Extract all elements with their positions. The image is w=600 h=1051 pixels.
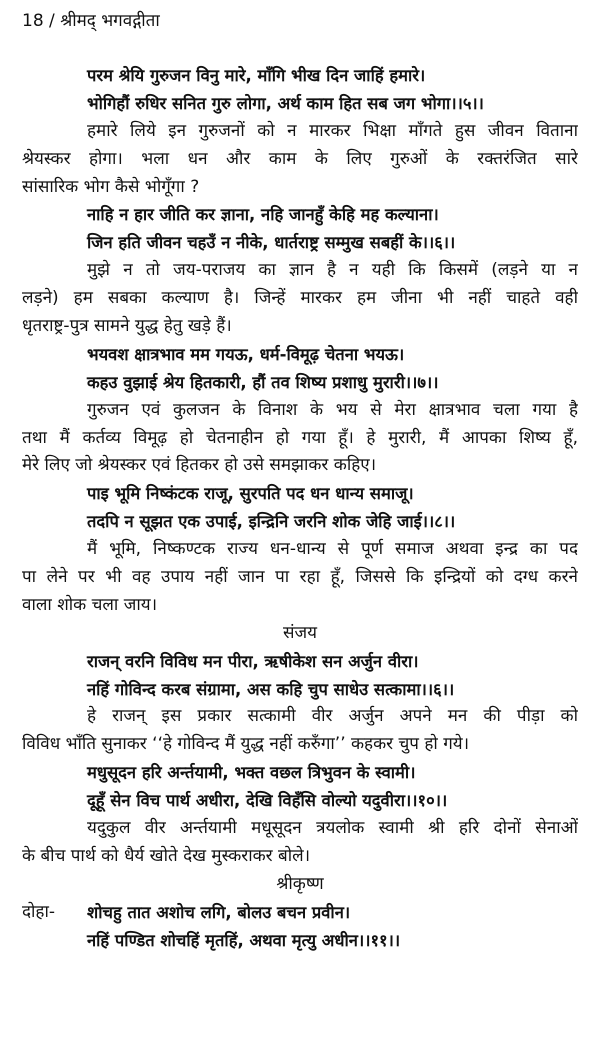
prose-line: सांसारिक भोग कैसे भोगूँगा ? — [22, 176, 200, 197]
heading-block — [22, 620, 578, 648]
verse-block — [22, 201, 578, 257]
prose-line: विविध भाँति सुनाकर ‘‘हे गोविन्द मैं युद्ध नहीं करुँगा’’ कहकर चुप हो गये। — [22, 734, 470, 755]
verse-block — [22, 341, 578, 397]
prose-line: यदुकुल वीर अर्न्तयामी मधूसूदन त्रयलोक स्वामी श्री हरि दोनों सेनाओं — [87, 818, 578, 839]
verse-line: भोगिहौं रुधिर सनित गुरु लोगा, अर्थ काम हित सब जग भोगा।।५।। — [87, 93, 484, 113]
prose-line: तथा मैं कर्तव्य विमूढ़ हो चेतनाहीन हो गया हूँ। हे मुरारी, मैं आपका शिष्य हूँ, — [22, 427, 578, 448]
prose-line: मुझे न तो जय-पराजय का ज्ञान है न यही कि किसमें (लड़ने या न — [87, 260, 578, 281]
prose-block — [22, 536, 578, 620]
page-header — [22, 8, 160, 31]
speaker-heading: श्रीकृष्ण — [276, 873, 324, 894]
prose-line: हे राजन् इस प्रकार सत्कामी वीर अर्जुन अपने मन की पीड़ा को — [87, 706, 578, 727]
verse-line: मधुसूदन हरि अर्न्तयामी, भक्त वछल त्रिभुवन के स्वामी। — [87, 763, 416, 783]
verse-block — [22, 62, 578, 118]
verse-line: राजन् वरनि विविध मन पीरा, ऋषीकेश सन अर्जुन वीरा। — [87, 651, 419, 671]
prose-line: श्रेयस्कर होगा। भला धन और काम के लिए गुरुओं के रक्तरंजित सारे — [22, 148, 578, 169]
prose-line: मैं भूमि, निष्कण्टक राज्य धन-धान्य से पूर्ण समाज अथवा इन्द्र का पद — [87, 539, 578, 560]
prose-line: हमारे लिये इन गुरुजनों को न मारकर भिक्षा माँगते हुस जीवन विताना — [87, 120, 578, 141]
prose-block — [22, 397, 578, 481]
verse-line: दूहूँ सेन विच पार्थ अधीरा, देखि विहँसि वोल्यो यदुवीरा।।१०।। — [87, 791, 448, 811]
verse-line: कहउ वुझाई श्रेय हितकारी, हौं तव शिष्य प्रशाधु मुरारी।।७।। — [87, 372, 439, 392]
prose-line: धृतराष्ट्र-पुत्र सामने युद्ध हेतु खड़े हैं। — [22, 316, 232, 337]
prose-line: के बीच पार्थ को धैर्य खोते देख मुस्कराकर बोले। — [22, 845, 311, 866]
verse-block — [22, 480, 578, 536]
doha-label: दोहा- — [22, 901, 55, 922]
prose-line: लड़ने) हम सबका कल्याण है। जिन्हें मारकर हम जीना भी नहीं चाहते वही — [22, 288, 578, 309]
verse-line: परम श्रेयि गुरुजन विनु मारे, माँगि भीख दिन जाहिं हमारे। — [87, 66, 426, 85]
doha-block — [22, 899, 578, 955]
verse-line: जिन हति जीवन चहउँ न नीके, धार्तराष्ट्र सम्मुख सबहीं के।।६।। — [87, 233, 456, 253]
prose-block — [22, 815, 578, 871]
verse-block — [22, 648, 578, 704]
verse-line: भयवश क्षात्रभाव मम गयऊ, धर्म-विमूढ़ चेतना भयऊ। — [87, 344, 405, 364]
prose-line: मेरे लिए जो श्रेयस्कर एवं हितकर हो उसे समझाकर कहिए। — [22, 455, 377, 476]
prose-block — [22, 118, 578, 202]
page-body — [22, 62, 578, 955]
verse-block — [22, 759, 578, 815]
verse-line: नहिं गोविन्द करब संग्रामा, अस कहि चुप साधेउ सत्कामा।।६।। — [87, 679, 455, 699]
doha-line: शोचहु तात अशोच लगि, बोलउ बचन प्रवीन। — [87, 902, 351, 922]
speaker-heading: संजय — [283, 622, 317, 643]
heading-block — [22, 871, 578, 899]
verse-line: तदपि न सूझत एक उपाई, इन्द्रिनि जरनि शोक जेहि जाई।।८।। — [87, 512, 456, 532]
book-title: श्रीमद् भगवद्गीता — [60, 11, 160, 31]
verse-line: नाहि न हार जीति कर ज्ञाना, नहि जानहुँ केहि मह कल्याना। — [87, 205, 439, 225]
verse-line: पाइ भूमि निष्कंटक राजू, सुरपति पद धन धान्य समाजू। — [87, 484, 414, 504]
page-number: 18 — [22, 11, 44, 31]
prose-block — [22, 703, 578, 759]
doha-line: नहिं पण्डित शोचहिं मृतहिं, अथवा मृत्यु अधीन।।११।। — [87, 930, 401, 950]
prose-block — [22, 257, 578, 341]
prose-line: वाला शोक चला जाय। — [22, 594, 158, 615]
header-separator: / — [49, 11, 55, 31]
prose-line: गुरुजन एवं कुलजन के विनाश के भय से मेरा क्षात्रभाव चला गया है — [87, 399, 578, 420]
prose-line: पा लेने पर भी वह उपाय नहीं जान पा रहा हूँ, जिससे कि इन्द्रियों को दग्ध करने — [22, 567, 578, 588]
